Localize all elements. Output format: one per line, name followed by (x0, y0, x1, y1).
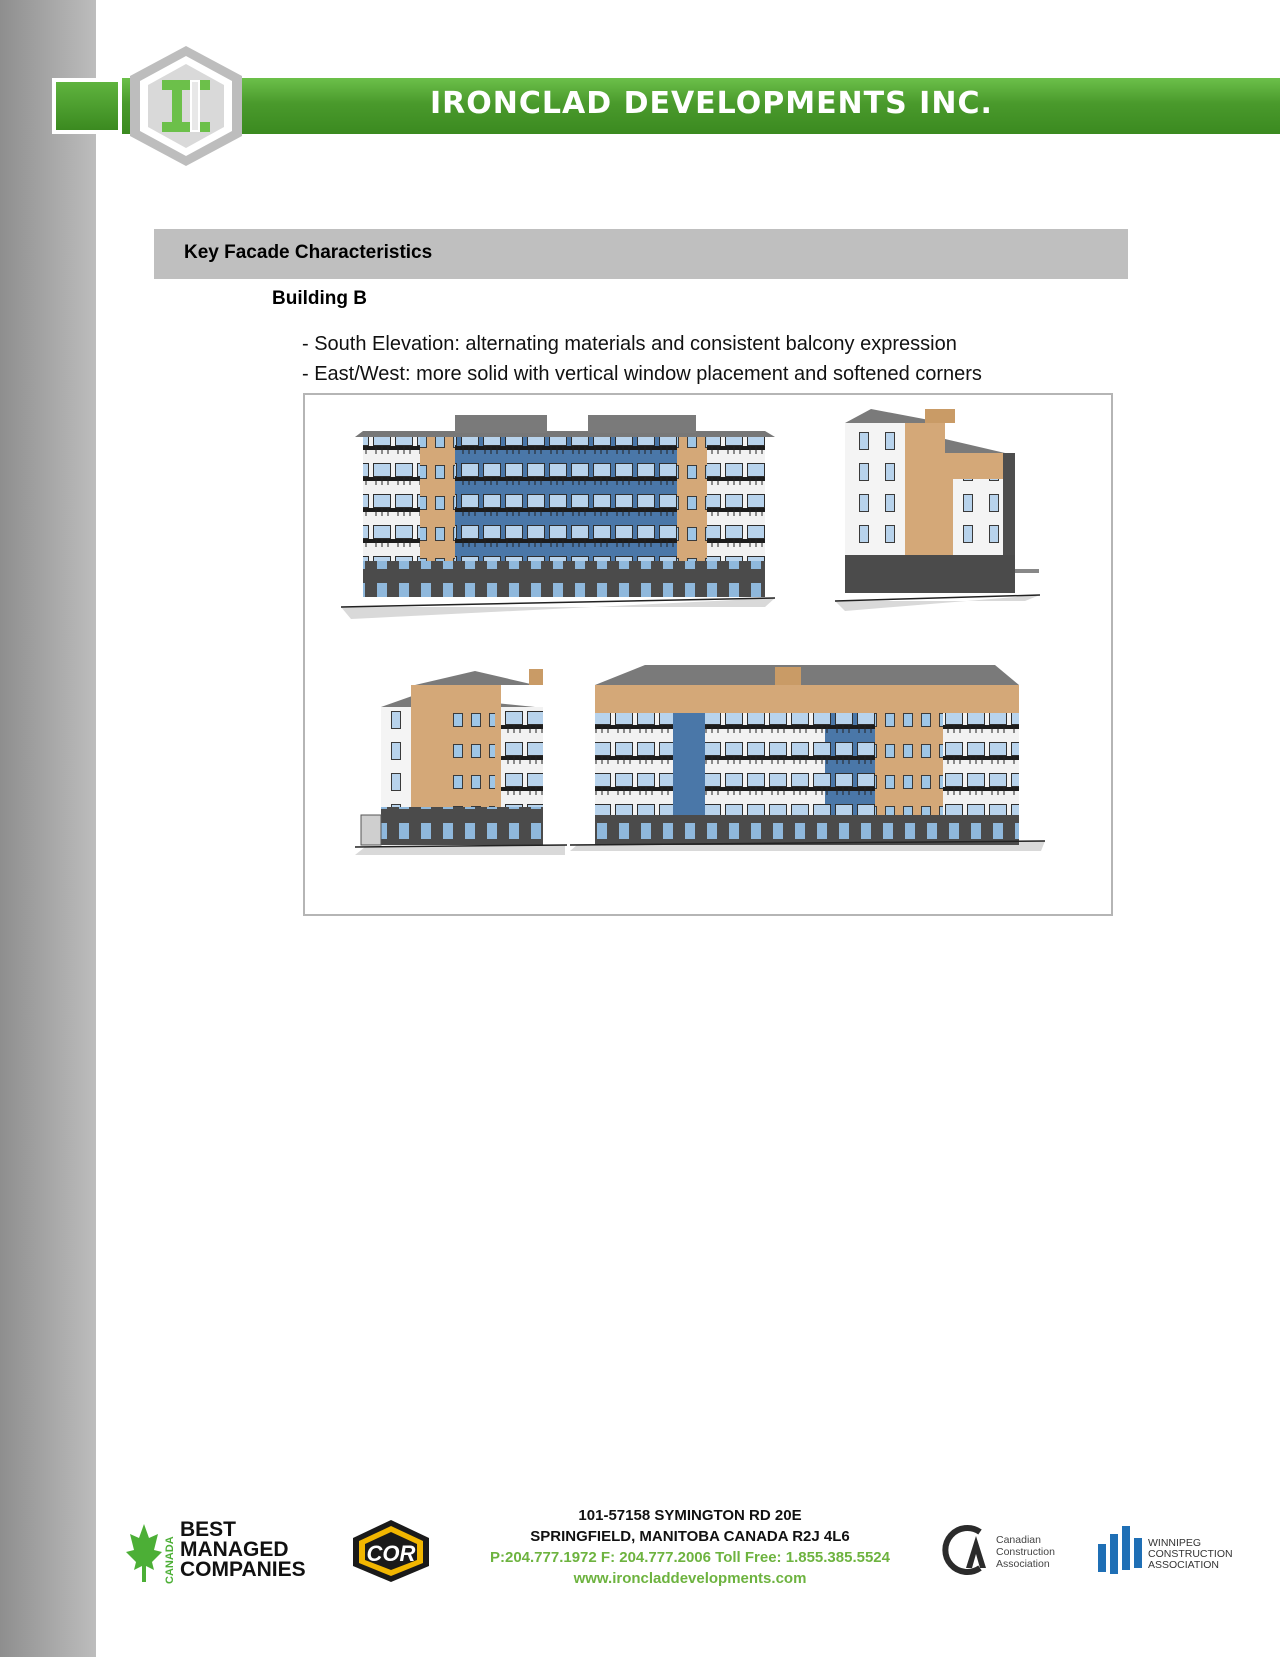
address-line-2: SPRINGFIELD, MANITOBA CANADA R2J 4L6 (530, 1528, 850, 1545)
company-name: IRONCLAD DEVELOPMENTS INC. (430, 86, 993, 121)
bmc-wordmark (180, 1520, 306, 1580)
bmc-line-2: MANAGED (180, 1538, 289, 1561)
address-line-1: 101-57158 SYMINGTON RD 20E (578, 1507, 802, 1524)
south-elevation (341, 415, 775, 619)
ironclad-hexagon-logo (126, 44, 246, 168)
maple-leaf-icon (124, 1520, 164, 1586)
cor-logo (345, 1518, 437, 1584)
svg-text:CANADA: CANADA (164, 1536, 176, 1584)
wca-wordmark (1148, 1538, 1233, 1571)
cca-wordmark (996, 1534, 1055, 1570)
east-elevation (835, 409, 1040, 611)
phone-line: P:204.777.1972 F: 204.777.2006 Toll Free: 1.855.385.5524 (489, 1549, 890, 1566)
west-elevation (355, 669, 567, 855)
elevations-figure (303, 393, 1113, 916)
cca-mark-icon (940, 1518, 992, 1582)
canadian-construction-association-logo (940, 1518, 1080, 1582)
footer-address (440, 1505, 940, 1589)
bullet-south-elevation: - South Elevation: alternating materials and consistent balcony expression (302, 333, 957, 355)
wca-line-3: ASSOCIATION (1148, 1559, 1219, 1571)
wca-line-1: WINNIPEG (1148, 1537, 1202, 1549)
north-elevation (570, 665, 1045, 851)
wca-bars-icon (1096, 1522, 1144, 1580)
bmc-canada-label (162, 1522, 176, 1586)
svg-text:COR: COR (366, 1541, 416, 1566)
cca-line-1: Canadian (996, 1534, 1041, 1546)
left-side-bar (0, 0, 96, 1657)
bmc-line-3: COMPANIES (180, 1558, 306, 1581)
bmc-line-1: BEST (180, 1518, 237, 1541)
section-title: Key Facade Characteristics (184, 242, 433, 263)
wca-line-2: CONSTRUCTION (1148, 1548, 1233, 1560)
website-link[interactable]: www.ironcladdevelopments.com (573, 1570, 807, 1587)
building-elevations-illustration (305, 395, 1111, 914)
bullet-east-west: - East/West: more solid with vertical window placement and softened corners (302, 363, 982, 385)
building-subheading: Building B (272, 288, 367, 309)
cca-line-2: Construction (996, 1546, 1055, 1558)
section-header-band (154, 229, 1128, 279)
cca-line-3: Association (996, 1558, 1050, 1570)
best-managed-companies-logo (124, 1518, 324, 1588)
winnipeg-construction-association-logo (1096, 1522, 1236, 1580)
